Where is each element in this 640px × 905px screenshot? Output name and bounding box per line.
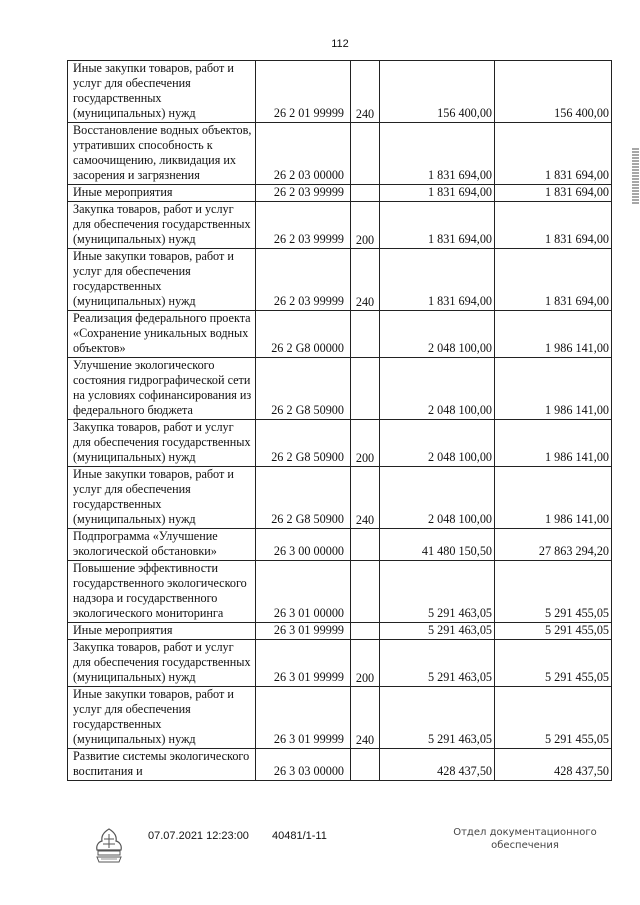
- table-row: [68, 123, 612, 185]
- row-amount-actual: 1 986 141,00: [495, 311, 612, 358]
- row-name: Подпрограмма «Улучшение экологической обстановки»: [68, 529, 256, 561]
- row-expense-type: [351, 311, 380, 358]
- footer-timestamp: 07.07.2021 12:23:00: [148, 830, 249, 842]
- row-amount-planned: 2 048 100,00: [380, 311, 495, 358]
- page-footer: [0, 826, 640, 886]
- coat-of-arms-icon: [92, 826, 126, 866]
- row-amount-planned: 156 400,00: [380, 61, 495, 123]
- row-amount-actual: 5 291 455,05: [495, 623, 612, 640]
- row-code: 26 2 03 99999: [256, 202, 351, 249]
- row-name: Улучшение экологического состояния гидрографической сети на условиях софинансирования из федерального бюджета: [68, 358, 256, 420]
- table-row: [68, 561, 612, 623]
- row-expense-type: 240: [351, 467, 380, 529]
- row-amount-actual: 5 291 455,05: [495, 561, 612, 623]
- table-row: [68, 640, 612, 687]
- row-expense-type: [351, 623, 380, 640]
- row-name: Развитие системы экологического воспитания и: [68, 749, 256, 781]
- row-amount-planned: 1 831 694,00: [380, 123, 495, 185]
- row-amount-actual: 1 986 141,00: [495, 358, 612, 420]
- row-name: Восстановление водных объектов, утративших способность к самоочищению, ликвидация их засорения и загрязнения: [68, 123, 256, 185]
- table-row: [68, 61, 612, 123]
- row-amount-planned: 2 048 100,00: [380, 420, 495, 467]
- department-stamp: [440, 826, 610, 852]
- row-amount-planned: 5 291 463,05: [380, 640, 495, 687]
- row-amount-actual: 5 291 455,05: [495, 640, 612, 687]
- row-code: 26 2 03 00000: [256, 123, 351, 185]
- row-code: 26 3 01 99999: [256, 687, 351, 749]
- table-row: [68, 529, 612, 561]
- footer-document-number: 40481/1-11: [272, 830, 327, 842]
- scan-margin-mark: [632, 148, 639, 204]
- row-code: 26 2 G8 50900: [256, 358, 351, 420]
- table-row: [68, 358, 612, 420]
- row-expense-type: 200: [351, 640, 380, 687]
- row-code: 26 2 G8 50900: [256, 467, 351, 529]
- table-row: [68, 185, 612, 202]
- row-code: 26 2 01 99999: [256, 61, 351, 123]
- row-amount-actual: 1 831 694,00: [495, 123, 612, 185]
- row-name: Закупка товаров, работ и услуг для обеспечения государственных (муниципальных) нужд: [68, 640, 256, 687]
- row-code: 26 3 01 00000: [256, 561, 351, 623]
- row-expense-type: 240: [351, 61, 380, 123]
- table-row: [68, 623, 612, 640]
- row-expense-type: [351, 529, 380, 561]
- row-name: Иные закупки товаров, работ и услуг для обеспечения государственных (муниципальных) нужд: [68, 687, 256, 749]
- row-expense-type: [351, 358, 380, 420]
- row-amount-actual: 1 831 694,00: [495, 202, 612, 249]
- row-amount-planned: 2 048 100,00: [380, 358, 495, 420]
- budget-table: [67, 60, 612, 781]
- row-amount-planned: 1 831 694,00: [380, 202, 495, 249]
- row-code: 26 2 G8 50900: [256, 420, 351, 467]
- row-code: 26 3 01 99999: [256, 623, 351, 640]
- row-amount-actual: 5 291 455,05: [495, 687, 612, 749]
- row-amount-actual: 27 863 294,20: [495, 529, 612, 561]
- row-expense-type: 240: [351, 249, 380, 311]
- row-name: Повышение эффективности государственного экологического надзора и государственного экологического мониторинга: [68, 561, 256, 623]
- table-row: [68, 249, 612, 311]
- row-expense-type: [351, 749, 380, 781]
- table-row: [68, 420, 612, 467]
- row-name: Иные мероприятия: [68, 185, 256, 202]
- row-name: Иные закупки товаров, работ и услуг для обеспечения государственных (муниципальных) нужд: [68, 61, 256, 123]
- row-amount-planned: 2 048 100,00: [380, 467, 495, 529]
- row-amount-planned: 5 291 463,05: [380, 687, 495, 749]
- row-expense-type: [351, 185, 380, 202]
- row-amount-planned: 1 831 694,00: [380, 185, 495, 202]
- row-amount-planned: 5 291 463,05: [380, 561, 495, 623]
- row-name: Иные закупки товаров, работ и услуг для обеспечения государственных (муниципальных) нужд: [68, 249, 256, 311]
- row-name: Иные мероприятия: [68, 623, 256, 640]
- table-row: [68, 467, 612, 529]
- row-amount-actual: 1 831 694,00: [495, 249, 612, 311]
- row-amount-actual: 428 437,50: [495, 749, 612, 781]
- row-amount-actual: 156 400,00: [495, 61, 612, 123]
- table-row: [68, 311, 612, 358]
- row-code: 26 2 03 99999: [256, 249, 351, 311]
- row-amount-planned: 5 291 463,05: [380, 623, 495, 640]
- row-expense-type: 200: [351, 420, 380, 467]
- row-amount-planned: 428 437,50: [380, 749, 495, 781]
- department-stamp-line: Отдел документационного: [453, 827, 597, 838]
- row-name: Закупка товаров, работ и услуг для обеспечения государственных (муниципальных) нужд: [68, 202, 256, 249]
- table-row: [68, 749, 612, 781]
- page-number: 112: [331, 38, 349, 50]
- row-code: 26 2 03 99999: [256, 185, 351, 202]
- table-row: [68, 202, 612, 249]
- row-expense-type: [351, 561, 380, 623]
- row-code: 26 2 G8 00000: [256, 311, 351, 358]
- row-amount-actual: 1 986 141,00: [495, 467, 612, 529]
- row-name: Реализация федерального проекта «Сохранение уникальных водных объектов»: [68, 311, 256, 358]
- row-expense-type: [351, 123, 380, 185]
- row-expense-type: 240: [351, 687, 380, 749]
- row-code: 26 3 00 00000: [256, 529, 351, 561]
- department-stamp-line: обеспечения: [491, 840, 559, 851]
- row-code: 26 3 03 00000: [256, 749, 351, 781]
- table-row: [68, 687, 612, 749]
- row-name: Иные закупки товаров, работ и услуг для обеспечения государственных (муниципальных) нужд: [68, 467, 256, 529]
- row-amount-actual: 1 986 141,00: [495, 420, 612, 467]
- row-code: 26 3 01 99999: [256, 640, 351, 687]
- row-name: Закупка товаров, работ и услуг для обеспечения государственных (муниципальных) нужд: [68, 420, 256, 467]
- row-amount-actual: 1 831 694,00: [495, 185, 612, 202]
- row-amount-planned: 1 831 694,00: [380, 249, 495, 311]
- row-amount-planned: 41 480 150,50: [380, 529, 495, 561]
- row-expense-type: 200: [351, 202, 380, 249]
